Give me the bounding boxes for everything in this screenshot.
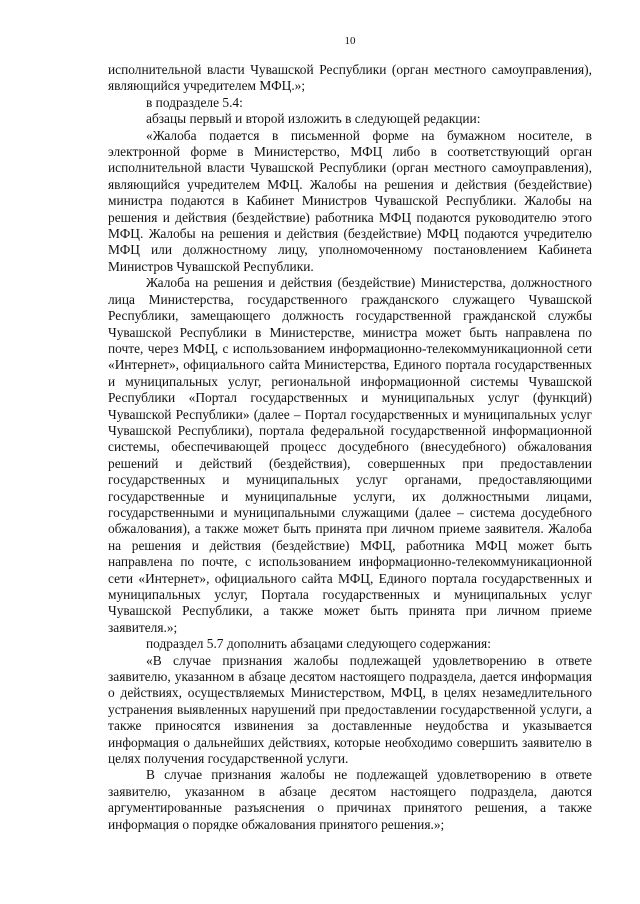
document-page [108,34,592,833]
paragraph-complaint-channels: Жалоба на решения и действия (бездействие) Министерства, должностного лица Министерства, государственного гражданского служащего Чувашской Республики, замещающего должность государственной гражданской службы Чувашской Республики в Министерстве, министра может быть направлена по почте, через МФЦ, с использованием информационно-телекоммуникационной сети «Интернет», официального сайта Министерства, Единого портала государственных и муниципальных услуг, региональной информационной системы Чувашской Республики «Портал государственных и муниципальных услуг (функций) Чувашской Республики» (далее – Портал государственных и муниципальных услуг Чувашской Республики), портала федеральной государственной информационной системы, обеспечивающей процесс досудебного (внесудебного) обжалования решений и действий (бездействия), совершенных при предоставлении государственных и муниципальных услуг органами, предоставляющими государственные и муниципальные услуги, их должностными лицами, государственными и муниципальными служащими (далее – система досудебного обжалования), а также может быть принята при личном приеме заявителя. Жалоба на решения и действия (бездействие) МФЦ, работника МФЦ может быть направлена по почте, с использованием информационно-телекоммуникационной сети «Интернет», официального сайта МФЦ, Единого портала государственных и муниципальных услуг, Портала государственных и муниципальных услуг Чувашской Республики, а также может быть принята при личном приеме заявителя.»; [108,275,592,635]
paragraph-amendment-intro: абзацы первый и второй изложить в следующей редакции: [146,111,481,127]
paragraph-complaint-satisfied: «В случае признания жалобы подлежащей удовлетворению в ответе заявителю, указанном в абзаце десятом настоящего подраздела, дается информация о действиях, осуществляемых Министерством, МФЦ, в целях незамедлительного устранения выявленных нарушений при предоставлении государственной услуги, а также приносятся извинения за доставленные неудобства и указывается информация о дальнейших действиях, которые необходимо совершить заявителю в целях получения государственной услуги. [108,652,592,767]
paragraph-subsection-5-7: подраздел 5.7 дополнить абзацами следующего содержания: [146,636,491,652]
paragraph-complaint-filing: «Жалоба подается в письменной форме на бумажном носителе, в электронной форме в Министерство, МФЦ либо в соответствующий орган исполнительной власти Чувашской Республики (орган местного самоуправления), являющийся учредителем МФЦ. Жалобы на решения и действия (бездействие) министра подаются в Кабинет Министров Чувашской Республики. Жалобы на решения и действия (бездействие) работника МФЦ подаются руководителю этого МФЦ. Жалобы на решения и действия (бездействие) МФЦ подаются учредителю МФЦ или должностному лицу, уполномоченному постановлением Кабинета Министров Чувашской Республики. [108,127,592,274]
page-number: 10 [344,35,356,47]
paragraph-continuation: исполнительной власти Чувашской Республики (орган местного самоуправления), являющийся учредителем МФЦ.»; [108,62,592,94]
paragraph-complaint-rejected: В случае признания жалобы не подлежащей удовлетворению в ответе заявителю, указанном в абзаце десятом настоящего подраздела, даются аргументированные разъяснения о причинах принятого решения, а также информация о порядке обжалования принятого решения.»; [108,767,592,832]
document-body [108,62,592,833]
paragraph-subsection-5-4: в подразделе 5.4: [146,94,243,110]
